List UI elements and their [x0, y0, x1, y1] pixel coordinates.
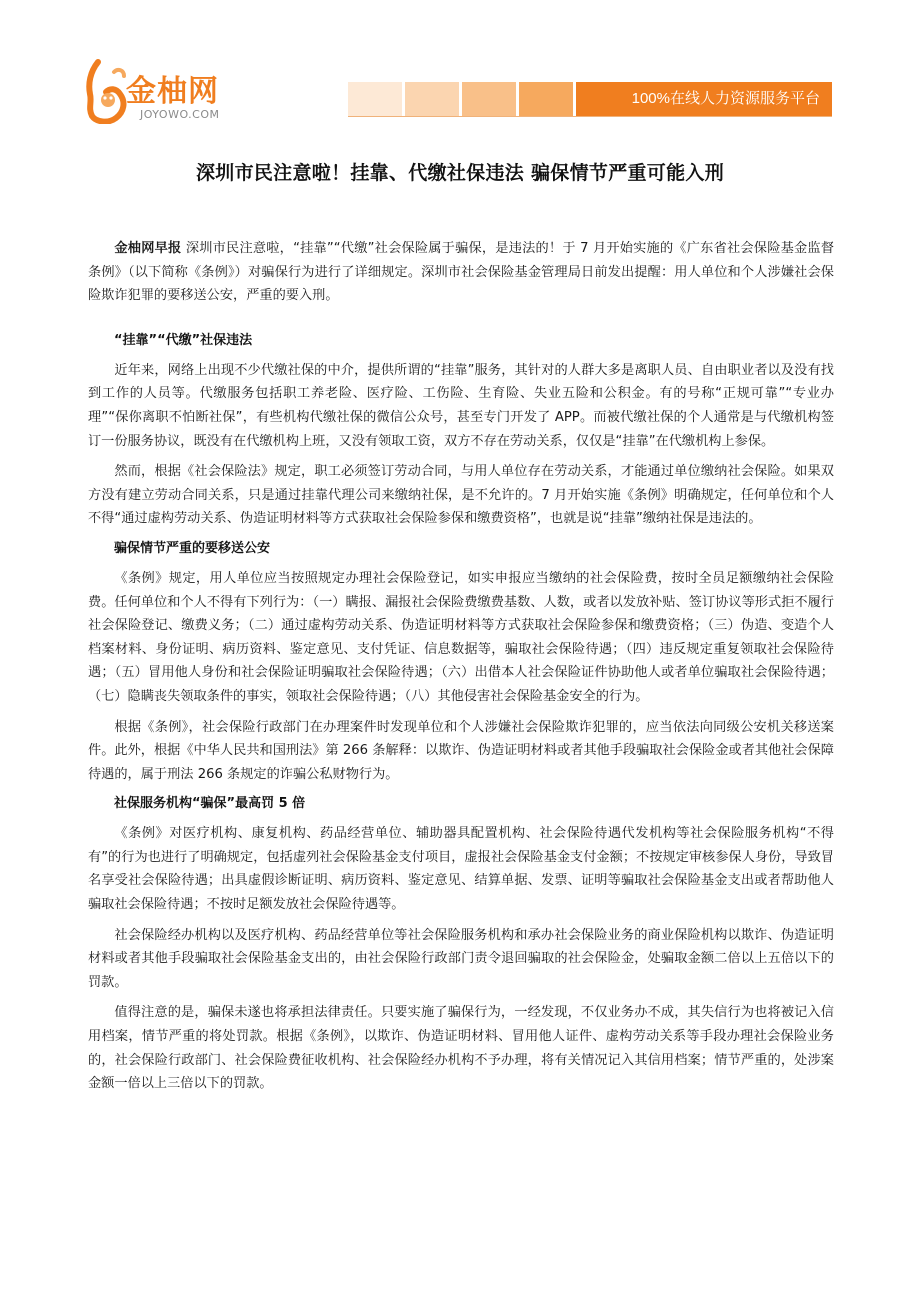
- brand-logo[interactable]: [84, 58, 254, 130]
- section-heading: 骗保情节严重的要移送公安: [114, 540, 271, 556]
- section-heading: “挂靠”“代缴”社保违法: [114, 332, 253, 348]
- banner-block: [348, 82, 402, 116]
- banner-block: [519, 82, 573, 116]
- paragraph: 根据《条例》，社会保险行政部门在办理案件时发现单位和个人涉嫌社会保险欺诈犯罪的，应当依法向同级公安机关移送案件。此外，根据《中华人民共和国刑法》第 266 条解释：以欺诈、伪造证明材料或者其他手段骗取社会保险金或者其他社会保障待遇的，属于刑法 266 条规定的诈骗公私财物行为。: [88, 719, 834, 782]
- banner-underline: [348, 116, 832, 117]
- paragraph: 社会保险经办机构以及医疗机构、药品经营单位等社会保险服务机构和承办社会保险业务的商业保险机构以欺诈、伪造证明材料或者其他手段骗取社会保险基金支出的，由社会保险行政部门责令退回骗取的社会保险金，处骗取金额二倍以上五倍以下的罚款。: [88, 927, 834, 990]
- paragraph: 然而，根据《社会保险法》规定，职工必须签订劳动合同，与用人单位存在劳动关系，才能通过单位缴纳社会保险。如果双方没有建立劳动合同关系，只是通过挂靠代理公司来缴纳社保，是不允许的。7 月开始实施《条例》明确规定，任何单位和个人不得“通过虚构劳动关系、伪造证明材料等方式获取社会保险参保和缴费资格”，也就是说“挂靠”缴纳社保是违法的。: [88, 464, 834, 527]
- paragraph: 《条例》对医疗机构、康复机构、药品经营单位、辅助器具配置机构、社会保险待遇代发机构等社会保险服务机构“不得有”的行为也进行了明确规定，包括虚列社会保险基金支付项目，虚报社会保险基金支付金额；不按规定审核参保人身份，导致冒名享受社会保险待遇；出具虚假诊断证明、病历资料、鉴定意见、结算单据、发票、证明等骗取社会保险基金支出或者帮助他人骗取社会保险待遇；不按时足额发放社会保险待遇等。: [88, 826, 834, 913]
- section-heading: 社保服务机构“骗保”最高罚 5 倍: [114, 796, 306, 812]
- page-header: [0, 0, 920, 140]
- lead-source: 金柚网早报: [114, 241, 182, 256]
- logo-figure-icon: [84, 58, 130, 124]
- tagline-text: 100%在线人力资源服务平台: [576, 82, 832, 116]
- lead-paragraph: [88, 237, 834, 308]
- lead-text: 深圳市民注意啦，“挂靠”“代缴”社会保险属于骗保，是违法的！于 7 月开始实施的《广东省社会保险基金监督条例》（以下简称《条例》）对骗保行为进行了详细规定。深圳市社会保险基金管理局日前发出提醒：用人单位和个人涉嫌社会保险欺诈犯罪的要移送公安，严重的要入刑。: [88, 241, 835, 304]
- article-title: 深圳市民注意啦！挂靠、代缴社保违法 骗保情节严重可能入刑: [195, 162, 725, 184]
- paragraph: 《条例》规定，用人单位应当按照规定办理社会保险登记，如实申报应当缴纳的社会保险费，按时全员足额缴纳社会保险费。任何单位和个人不得有下列行为：（一）瞒报、漏报社会保险费缴费基数、人数，或者以发放补贴、签订协议等形式拒不履行社会保险登记、缴费义务；（二）通过虚构劳动关系、伪造证明材料等方式获取社会保险参保和缴费资格；（三）伪造、变造个人档案材料、身份证明、病历资料、鉴定意见、支付凭证、信息数据等，骗取社会保险待遇；（四）违反规定重复领取社会保险待遇；（五）冒用他人身份和社会保险证明骗取社会保险待遇；（六）出借本人社会保险证件协助他人或者单位骗取社会保险待遇；（七）隐瞒丧失领取条件的事实，领取社会保险待遇；（八）其他侵害社会保险基金安全的行为。: [88, 570, 834, 704]
- paragraph: 近年来，网络上出现不少代缴社保的中介，提供所谓的“挂靠”服务，其针对的人群大多是离职人员、自由职业者以及没有找到工作的人员等。代缴服务包括职工养老险、医疗险、工伤险、生育险、失业五险和公积金。有的号称“正规可靠”“专业办理”“保你离职不怕断社保”，有些机构代缴社保的微信公众号，甚至专门开发了 APP。而被代缴社保的个人通常是与代缴机构签订一份服务协议，既没有在代缴机构上班，又没有领取工资，双方不存在劳动关系，仅仅是“挂靠”在代缴机构上参保。: [88, 362, 834, 449]
- logo-domain: JOYOWO.COM: [140, 108, 220, 121]
- banner-block: [405, 82, 459, 116]
- tagline-banner: [348, 82, 832, 116]
- banner-block: [462, 82, 516, 116]
- logo-wordmark: 金柚网: [126, 74, 219, 109]
- paragraph: 值得注意的是，骗保未遂也将承担法律责任。只要实施了骗保行为，一经发现，不仅业务办不成，其失信行为也将被记入信用档案，情节严重的将处罚款。根据《条例》，以欺诈、伪造证明材料、冒用他人证件、虚构劳动关系等手段办理社会保险业务的，社会保险行政部门、社会保险费征收机构、社会保险经办机构不予办理，将有关情况记入其信用档案；情节严重的，处涉案金额一倍以上三倍以下的罚款。: [88, 1005, 834, 1092]
- article-body: [88, 237, 834, 1096]
